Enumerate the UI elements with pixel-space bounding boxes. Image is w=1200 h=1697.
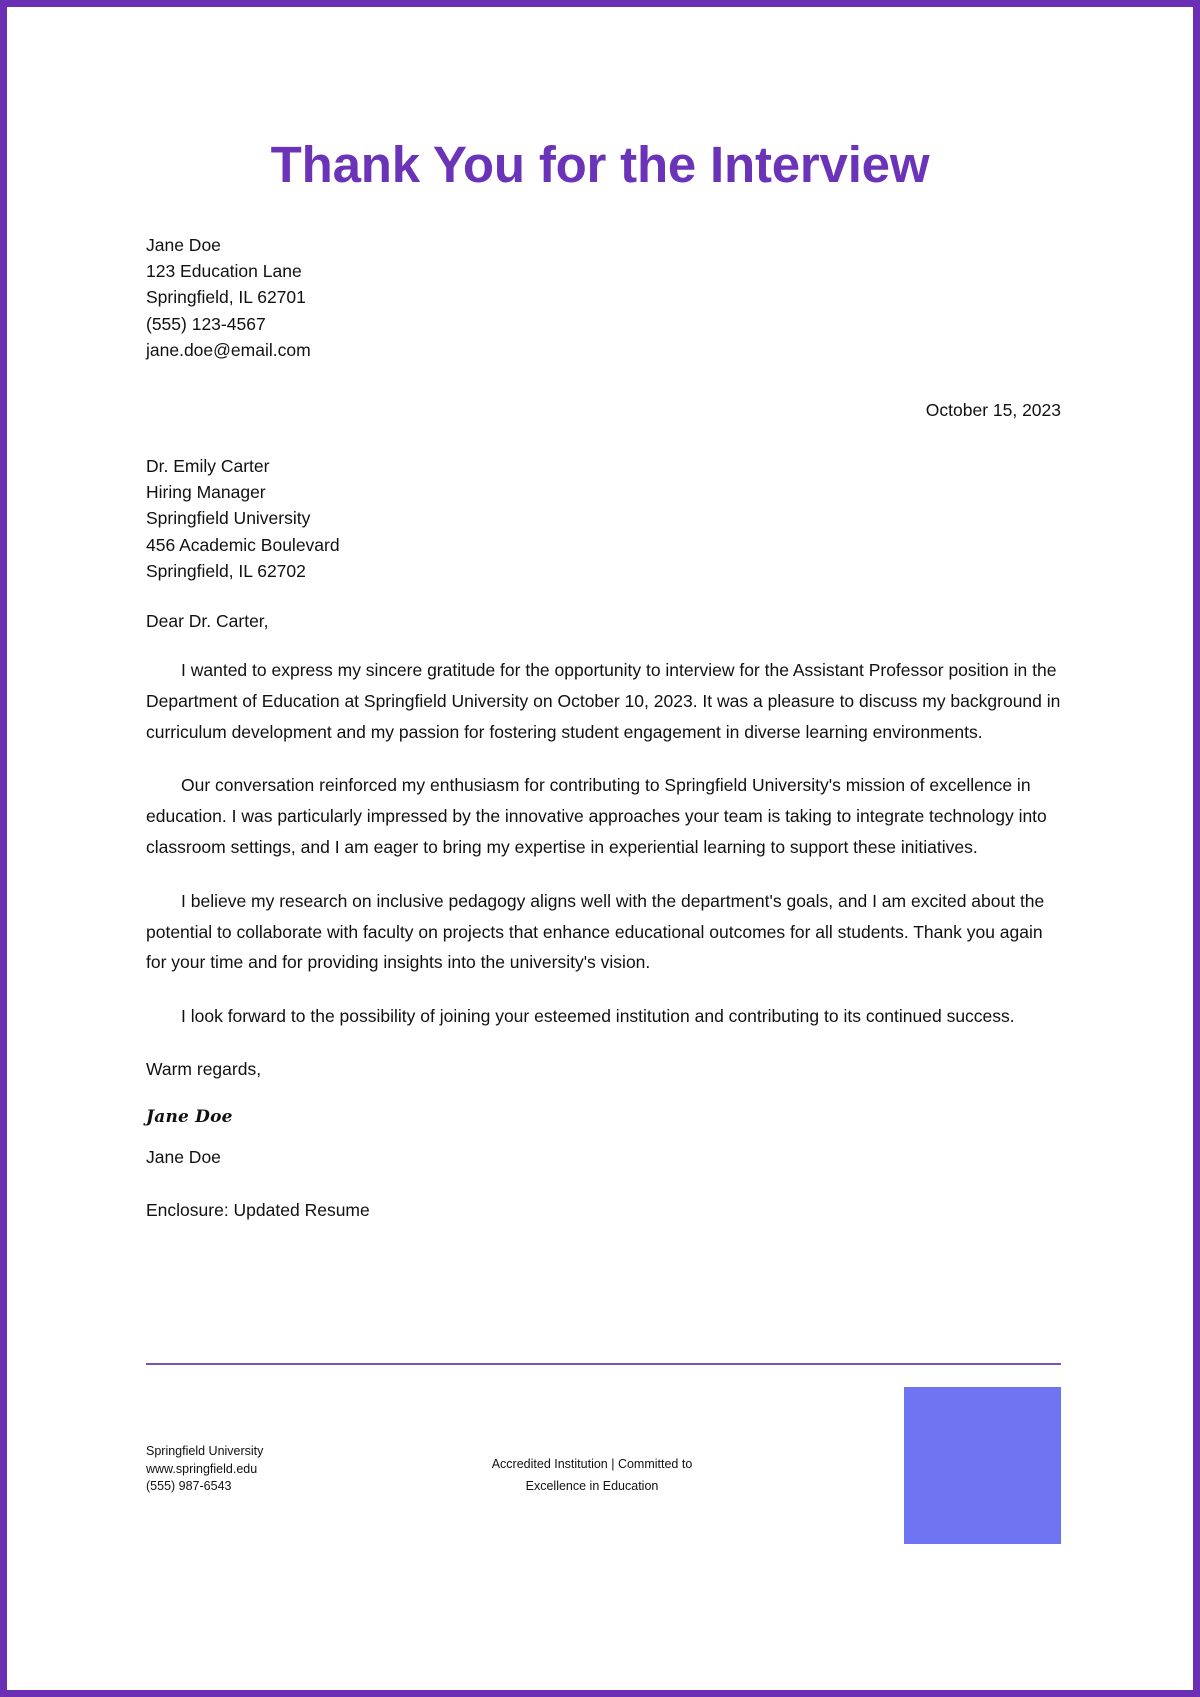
footer-website[interactable]: www.springfield.edu — [146, 1461, 258, 1476]
sender-city-state-zip: Springfield, IL 62701 — [146, 287, 306, 308]
letter-date: October 15, 2023 — [925, 400, 1061, 421]
footer-divider — [146, 1363, 1061, 1365]
sender-name: Jane Doe — [146, 235, 221, 255]
signature-mark: Jane Doe — [146, 1107, 233, 1127]
footer-tagline-line-1: Accredited Institution | Committed to — [491, 1457, 693, 1471]
footer-contact-block — [146, 1443, 263, 1496]
footer-organization: Springfield University — [146, 1444, 264, 1458]
body-paragraph-1: I wanted to express my sincere gratitude for the opportunity to interview for the Assistant Professor position in the Department of Education at Springfield University on October 10, 2023. It was a pleasure to discuss my background in curriculum development and my passion for fostering student engagement in diverse learning environments. — [146, 660, 1061, 742]
recipient-street: 456 Academic Boulevard — [146, 534, 340, 555]
recipient-city-state-zip: Springfield, IL 62702 — [146, 560, 306, 581]
enclosure-note: Enclosure: Updated Resume — [146, 1200, 370, 1220]
institution-logo-placeholder — [904, 1387, 1061, 1544]
recipient-job-title: Hiring Manager — [146, 482, 266, 503]
salutation: Dear Dr. Carter, — [146, 611, 269, 632]
body-paragraph-2: Our conversation reinforced my enthusiasm for contributing to Springfield University's mission of excellence in education. I was particularly impressed by the innovative approaches your team is taking to integrate technology into classroom settings, and I am eager to bring my expertise in experiential learning to support these initiatives. — [146, 775, 1047, 858]
letter-footer — [146, 1389, 1061, 1589]
recipient-name: Dr. Emily Carter — [146, 456, 270, 477]
footer-tagline-line-2: Excellence in Education — [525, 1479, 659, 1493]
sender-address-block — [146, 232, 1061, 363]
closing-phrase: Warm regards, — [146, 1059, 262, 1079]
body-paragraph-3: I believe my research on inclusive pedagogy aligns well with the department's goals, and I am excited about the potential to collaborate with faculty on projects that enhance educational outcomes for all students. Thank you again for your time and for providing insights into the university's vision. — [146, 890, 1045, 973]
footer-phone: (555) 987-6543 — [146, 1479, 232, 1493]
sender-email: jane.doe@email.com — [146, 339, 311, 360]
signature-printed-name: Jane Doe — [146, 1147, 221, 1167]
page-title: Thank You for the Interview — [270, 136, 930, 193]
letter-body — [146, 232, 1061, 1221]
footer-tagline — [442, 1453, 742, 1497]
recipient-address-block — [146, 453, 1061, 584]
sender-street: 123 Education Lane — [146, 261, 302, 282]
sender-phone: (555) 123-4567 — [146, 313, 266, 334]
body-paragraph-4: I look forward to the possibility of joining your esteemed institution and contributing to its continued success. — [181, 1006, 1015, 1027]
letter-sheet — [7, 7, 1193, 1690]
recipient-organization: Springfield University — [146, 508, 311, 529]
